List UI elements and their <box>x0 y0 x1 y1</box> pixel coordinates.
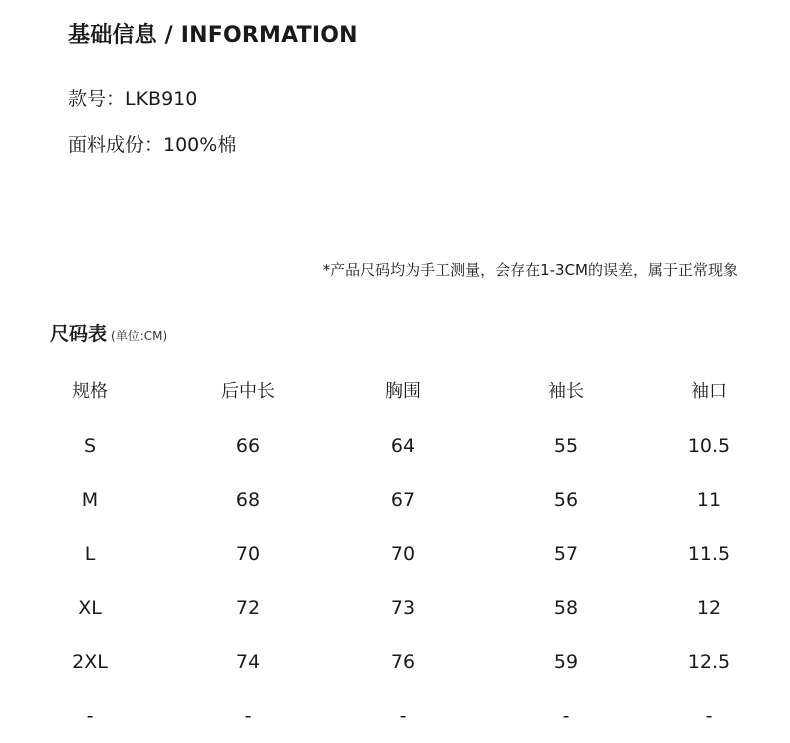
table-cell: 12.5 <box>687 651 731 673</box>
table-row <box>0 419 790 473</box>
table-cell: 64 <box>390 435 416 457</box>
fabric-composition: 面料成份：100%棉 <box>68 134 237 156</box>
table-cell: 66 <box>235 435 261 457</box>
measurement-note: *产品尺码均为手工测量，会存在1-3CM的误差，属于正常现象 <box>322 261 738 279</box>
table-cell: 76 <box>390 651 416 673</box>
table-row <box>0 581 790 635</box>
style-number: 款号：LKB910 <box>68 88 198 110</box>
header-cell: 后中长 <box>221 381 275 402</box>
table-cell: - <box>705 705 713 727</box>
table-cell: 73 <box>390 597 416 619</box>
table-cell: L <box>84 543 96 565</box>
table-cell: 70 <box>235 543 261 565</box>
header-cell: 袖口 <box>691 381 727 402</box>
table-cell: 72 <box>235 597 261 619</box>
table-header-row <box>0 365 790 419</box>
table-cell: 59 <box>553 651 579 673</box>
table-row <box>0 473 790 527</box>
table-cell: - <box>244 705 252 727</box>
table-cell: 12 <box>696 597 722 619</box>
table-cell: 55 <box>553 435 579 457</box>
table-cell: 57 <box>553 543 579 565</box>
table-row <box>0 689 790 743</box>
table-cell: - <box>562 705 570 727</box>
header-cell: 袖长 <box>548 381 584 402</box>
table-cell: M <box>81 489 99 511</box>
table-cell: - <box>86 705 94 727</box>
table-row <box>0 635 790 689</box>
table-cell: 58 <box>553 597 579 619</box>
header-cell: 规格 <box>72 381 108 402</box>
table-cell: 70 <box>390 543 416 565</box>
section-title: 基础信息 / INFORMATION <box>68 23 358 48</box>
table-cell: 67 <box>390 489 416 511</box>
table-cell: S <box>83 435 97 457</box>
header-cell: 胸围 <box>385 381 421 402</box>
table-row <box>0 527 790 581</box>
table-cell: 10.5 <box>687 435 731 457</box>
table-cell: XL <box>78 597 102 619</box>
table-cell: 56 <box>553 489 579 511</box>
table-cell: 74 <box>235 651 261 673</box>
table-cell: 11 <box>696 489 722 511</box>
table-cell: 68 <box>235 489 261 511</box>
size-table <box>0 365 790 743</box>
table-cell: 2XL <box>72 651 108 673</box>
table-cell: 11.5 <box>687 543 731 565</box>
size-chart-heading <box>50 319 167 346</box>
size-chart-title: 尺码表 <box>50 323 108 345</box>
table-cell: - <box>399 705 407 727</box>
size-chart-unit: (单位:CM) <box>111 329 168 343</box>
